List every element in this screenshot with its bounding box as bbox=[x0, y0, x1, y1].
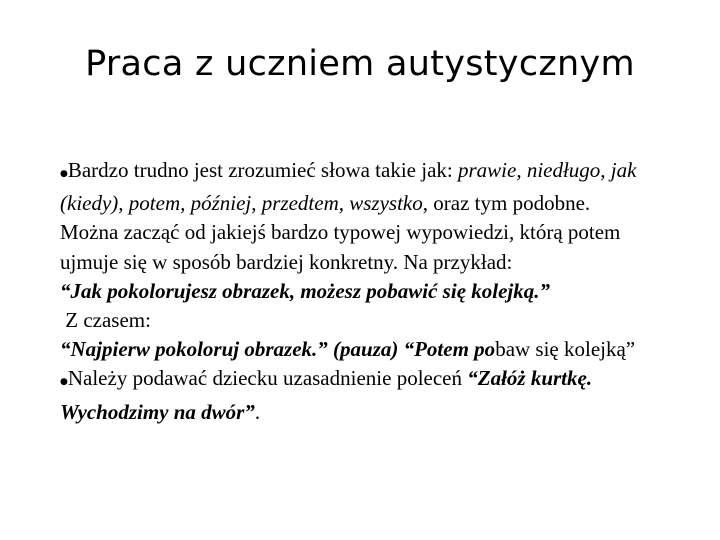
paragraph-justification bbox=[60, 364, 680, 426]
paragraph-start: Można zacząć od jakiejś bardzo typowej wypowiedzi, którą potem ujmuje się w sposób bardziej konkretny. Na przykład: bbox=[60, 220, 621, 274]
paragraph-first-then bbox=[60, 335, 680, 364]
bullet-icon: ● bbox=[60, 169, 68, 179]
p6-intro: Należy podawać dziecku uzasadnienie poleceń bbox=[67, 366, 468, 391]
slide-title: Praca z uczniem autystycznym bbox=[85, 44, 635, 84]
p6-end: . bbox=[254, 399, 261, 424]
p1-words: prawie, niedługo, jak (kiedy), potem, później, przedtem, wszystko bbox=[60, 158, 637, 216]
p5-quote-end: baw się kolejką” bbox=[495, 337, 636, 362]
paragraph-with-time: Z czasem: bbox=[60, 308, 151, 333]
p5-quote: “Najpierw pokoloruj obrazek.” (pauza) “Potem po bbox=[60, 337, 496, 362]
p1-intro: Bardzo trudno jest zrozumieć słowa takie jak: bbox=[67, 158, 458, 182]
paragraph-difficult-words bbox=[60, 156, 680, 218]
p6-quote: “Załóż kurtkę. Wychodzimy na dwór” bbox=[60, 366, 593, 424]
bullet-icon: ● bbox=[60, 377, 68, 388]
paragraph-example-quote: “Jak pokolorujesz obrazek, możesz pobawić się kolejką.” bbox=[60, 278, 551, 303]
p1-outro: , oraz tym podobne. bbox=[422, 191, 591, 216]
slide-body bbox=[60, 156, 680, 427]
